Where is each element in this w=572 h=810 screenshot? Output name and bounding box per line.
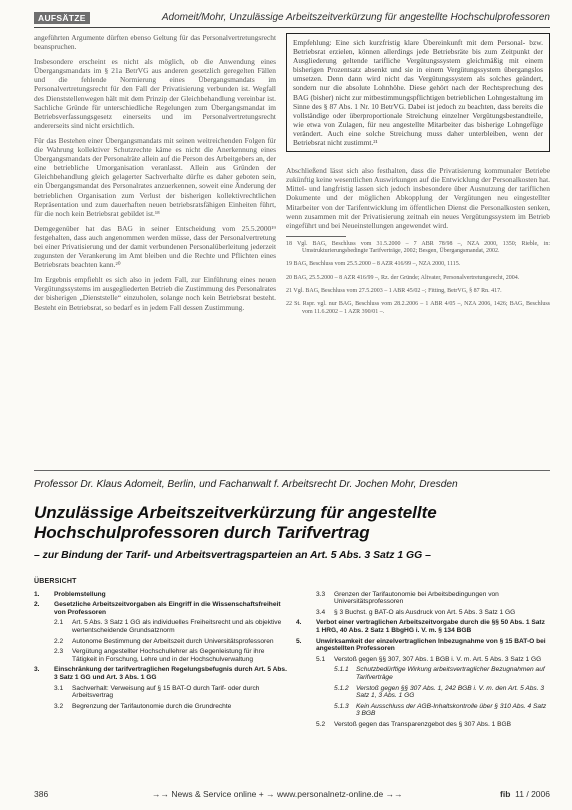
- issue-label: [500, 789, 550, 799]
- toc-item-number: 3.4: [316, 608, 326, 616]
- toc-right-column: [296, 578, 550, 732]
- toc-item-number: 2.: [34, 601, 40, 609]
- toc-item: [296, 591, 550, 606]
- toc-item-text: Verstoß gegen §§ 307 Abs. 1, 242 BGB i. V. m. den Art. 5 Abs. 3 Satz 1, 3 Abs. 1 GG: [356, 684, 545, 700]
- footnote-divider: [286, 236, 346, 237]
- toc-item: [34, 638, 288, 646]
- footnote: 20 BAG, 25.5.2000 – 8 AZR 416/99 –, Rz. der Gründe; Altvater, Personalvertretungsrecht, 2004.: [286, 274, 520, 281]
- toc-item: [34, 601, 288, 616]
- paragraph: Abschließend lässt sich also festhalten, dass die Privatisierung kommunaler Betriebe zukünftig keine wesentlichen Auswirkungen auf die Entwicklung der Personalkosten hat. Mittel- und langfristig lassen sich jedoch insbesondere über Ausnutzung der tariflichen Dokumente und der möglichen Abkopplung der Vergütungen neu eingestellter Mitarbeiter von der Tarifentwicklung im öffentlichen Dienst die Personalkosten senken, wenn zusammen mit der Privatisierung zeitnah ein neues Vergütungssystem im Betrieb eingeführt und bei Neueinstellungen angewendet wird.: [286, 166, 550, 230]
- toc-item: [296, 703, 550, 718]
- toc-item-text: Unwirksamkeit der einzelvertraglichen Inbezugnahme von § 15 BAT-O bei angestellten Professoren: [316, 637, 546, 653]
- toc-item-number: 2.3: [54, 648, 64, 656]
- author-line: Professor Dr. Klaus Adomeit, Berlin, und Fachanwalt f. Arbeitsrecht Dr. Jochen Mohr, Dresden: [34, 479, 458, 490]
- header-divider: [34, 27, 550, 28]
- footnote: 18 Vgl. BAG, Beschluss vom 31.5.2000 – 7 ABR 78/98 –, NZA 2000, 1350; Rieble, in: Umstrukturierungsbedingte Tarifverträge, 2002; Besgen, Übergangsmandat, 2002.: [286, 240, 550, 255]
- toc-item-text: Sachverhalt: Verweisung auf § 15 BAT-O durch Tarif- oder durch Arbeitsvertrag: [72, 684, 260, 700]
- footnote: 22 St. Rspr. vgl. nur BAG, Beschluss vom 28.2.2006 – 1 ABR 4/05 –, NZA 2006, 1426; BAG, Beschluss vom 11.6.2002 – 1 AZR 390/01 –.: [286, 301, 550, 315]
- toc-item-text: Gesetzliche Arbeitszeitvorgaben als Eingriff in die Wissenschaftsfreiheit von Professoren: [54, 601, 281, 616]
- footer-link[interactable]: →→ News & Service online + → www.personalnetz-online.de →→: [152, 789, 403, 799]
- toc-item: [296, 685, 550, 700]
- toc-item-text: Einschränkung der tarifvertraglichen Regelungsbefugnis durch Art. 5 Abs. 3 Satz 1 GG und Art. 3 Abs. 1 GG: [54, 666, 287, 681]
- paragraph: angeführten Argumente dürften ebenso Geltung für das Personalvertretungsrecht beanspruchen.: [34, 33, 276, 52]
- toc-item-number: 1.: [34, 590, 40, 598]
- toc-item: [296, 666, 550, 681]
- toc-item: [34, 685, 288, 700]
- toc-item-text: Kein Ausschluss der AGB-Inhaltskontrolle über § 310 Abs. 4 Satz 3 BGB: [356, 702, 547, 718]
- toc-item-number: 5.1: [316, 655, 326, 663]
- toc-item: [296, 656, 550, 664]
- left-column: [34, 33, 276, 318]
- toc-item: [34, 666, 288, 681]
- toc-item-number: 5.: [296, 637, 302, 645]
- section-divider: [34, 470, 550, 471]
- toc-item-number: 2.1: [54, 619, 64, 627]
- toc-item-text: Verstoß gegen §§ 307, 307 Abs. 1 BGB i. V. m. Art. 5 Abs. 3 Satz 1 GG: [334, 655, 542, 663]
- toc-item-number: 5.1.1: [334, 666, 349, 674]
- issue-number: 11 / 2006: [515, 789, 550, 799]
- toc-item-number: 3.2: [54, 702, 64, 710]
- article-subtitle: – zur Bindung der Tarif- und Arbeitsvertragsparteien an Art. 5 Abs. 3 Satz 1 GG –: [34, 550, 431, 561]
- toc-item-number: 3.3: [316, 590, 326, 598]
- journal-mark: fib: [500, 789, 511, 799]
- paragraph: Für das Bestehen einer Übergangsmandats mit seinen weitreichenden Folgen für die Wahrung kollektiver Schutzrechte käme es nicht die Anerkennung eines Übergangsmandats der Personalräte allein auf die Person des Arbeitgebers an, der eine betriebliche Umorganisation veranlasst. Allein aus Gründen der Gleichbehandlung gleich gelagerter Sachverhalte dürfte es daher geboten sein, ein Übergangsmandat des Personalrates anzuerkennen, soweit eine Änderung der betrieblichen Organisation zum Verlust der bisherigen kollektivrechtlichen Repräsentation und zum dauerhaften neuen betriebsratsfähigen Einheiten führt, für die noch kein Betriebsrat gebildet ist.¹⁸: [34, 135, 276, 218]
- article-title: Unzulässige Arbeitszeitverkürzung für angestellte Hochschulprofessoren durch Tarifvertrag: [34, 503, 437, 542]
- toc-item: [34, 591, 288, 599]
- toc-item: [34, 648, 288, 663]
- toc-item-text: Vergütung angestellter Hochschullehrer als Gegenleistung für ihre Tätigkeit in Forschung, Lehre und in der Hochschulverwaltung: [72, 648, 265, 663]
- paragraph: Im Ergebnis empfiehlt es sich also in jedem Fall, zur Einführung eines neuen Vergütungssystems im ausgegliederten Betrieb die Zustimmung des Personalrates der bisherigen „Dienststelle“ einzuholen, solange noch kein Betriebsrat besteht. Besteht ein Betriebsrat, so bedarf es in jedem Fall dessen Zustimmung.: [34, 275, 276, 312]
- toc-item-number: 4.: [296, 619, 302, 627]
- section-badge: AUFSÄTZE: [34, 12, 90, 24]
- footnote: 19 BAG, Beschluss vom 25.5.2000 – 8 AZR 416/99 –, NZA 2000, 1115.: [286, 261, 461, 268]
- toc-item: [34, 619, 288, 634]
- toc-item: [296, 609, 550, 617]
- toc-item-text: Grenzen der Tarifautonomie bei Arbeitsbedingungen von Universitätsprofessoren: [334, 590, 499, 606]
- toc-item-text: Verbot einer vertraglichen Arbeitszeitvorgabe durch die §§ 50 Abs. 1 Satz 1 HRG, 40 Abs. 2 Satz 1 BbgHG i. V. m. § 134 BGB: [316, 619, 545, 634]
- toc-item-number: 5.1.2: [334, 684, 349, 692]
- footnote: 21 Vgl. BAG, Beschluss vom 27.5.2003 – 1 ABR 45/02 –; Fitting, BetrVG, § 87 Rn. 417.: [286, 287, 502, 294]
- toc-item-text: Begrenzung der Tarifautonomie durch die Grundrechte: [72, 702, 232, 710]
- toc-item-text: Schutzbedürftige Wirkung arbeitsvertraglicher Bezugnahmen auf Tarifverträge: [356, 666, 545, 681]
- toc-item-number: 3.1: [54, 684, 64, 692]
- toc-item: [296, 638, 550, 653]
- page-number: 386: [34, 789, 49, 799]
- toc-item-text: Autonome Bestimmung der Arbeitszeit durch Universitätsprofessoren: [72, 637, 274, 645]
- toc-item-text: Art. 5 Abs. 3 Satz 1 GG als individuelles Freiheitsrecht und als objektive wertentscheidende Grundsatznorm: [72, 619, 282, 634]
- toc-left-column: [34, 578, 288, 713]
- right-column: [286, 33, 550, 322]
- toc-item: [296, 721, 550, 729]
- toc-item-number: 5.2: [316, 720, 326, 728]
- recommendation-box: Empfehlung: Eine sich kurzfristig klare Übereinkunft mit dem Personal- bzw. Betriebsrat erzielen, können allerdings jede Betriebsräte bis zum Zeitpunkt der Ausgliederung geltende tarifliche Vergütungssystem gleichmäßig mit einem bisherigen Prozentsatz absenkt und sie in einem Vergütungssystem übergangslos umsetzen. Denn dann wird nicht das Vergütungssystem als solches geändert, sondern nur die absolute Lohnhöhe. Diese gehört nach der Rechtsprechung des BAG (bisher) nicht zur mitbestimmungspflichtigen betrieblichen Lohngestaltung im Sinne des § 87 Abs. 1 Nr. 10 BetrVG. Dabei ist jedoch zu beachten, dass bereits die vollständige oder überproportionale Streichung einzelner Vergütungsbestandteile, wie etwa von Zulagen, für neu angestellte Mitarbeiter das bisherige Lohngefüge verändert. Auch eine solche Streichung muss daher unterbleiben, wenn der Betriebsrat nicht zustimmt.²¹: [286, 33, 550, 152]
- toc-item: [296, 619, 550, 634]
- toc-item-text: Verstoß gegen das Transparenzgebot des § 307 Abs. 1 BGB: [334, 720, 512, 728]
- running-title: Adomeit/Mohr, Unzulässige Arbeitszeitverkürzung für angestellte Hochschulprofessoren: [161, 12, 550, 23]
- page-footer: [34, 789, 550, 801]
- toc-item-number: 2.2: [54, 637, 64, 645]
- toc-item-text: § 3 Buchst. g BAT-O als Ausdruck von Art. 5 Abs. 3 Satz 1 GG: [334, 608, 516, 616]
- paragraph: Insbesondere erscheint es nicht als möglich, ob die Anwendung eines Übergangsmandats im § 21a BetrVG aus anderen gesetzlich geregelten Fällen und die fehlende Normierung eines Übergangsmandats im Personalvertretungsrecht für den Fall der Privatisierung verbunden ist. Wegfall des Dienststellenwegen hält mit dem Prinzip der Gleichbehandlung vereinbar ist. Sachliche Gründe für unterschiedliche Regelungen zum Übergangsmandat im Betriebsverfassungsgesetz einerseits und im Personalvertretungsrecht andererseits sind nicht ersichtlich.: [34, 57, 276, 130]
- running-header: [34, 12, 550, 26]
- toc-item-text: Problemstellung: [54, 590, 106, 598]
- toc-item-number: 3.: [34, 666, 40, 674]
- toc-heading: ÜBERSICHT: [34, 578, 77, 585]
- paragraph: Demgegenüber hat das BAG in seiner Entscheidung vom 25.5.2000¹⁹ festgehalten, dass auch angenommen werden müsse, dass der Personalvertretung bei einer Privatisierung und der damit verbundenen Personalüberleitung jederzeit zugunsten der Verankerung im Amt bleiben und die Rechte und Pflichten eines Betriebsrats beachten kann.²⁰: [34, 223, 276, 270]
- toc-item: [34, 703, 288, 711]
- toc-item-number: 5.1.3: [334, 702, 349, 710]
